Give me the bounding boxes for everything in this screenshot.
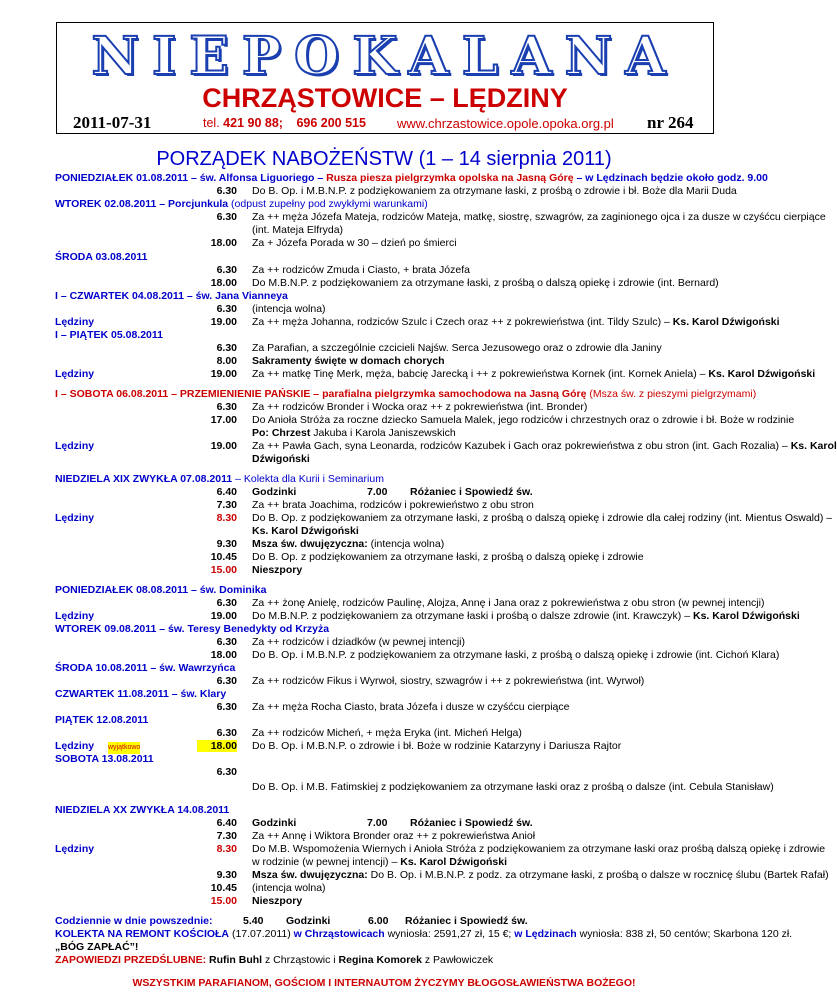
service-time: 15.00 [210,895,237,907]
mass-time: 7.30 [216,830,237,842]
day-heading-text: I – SOBOTA 06.08.2011 – PRZEMIENIENIE PAŃSKIE – parafialna pielgrzymka samochodowa na Jasną Górę [55,388,587,400]
mass-time: 6.30 [216,303,237,315]
intention-text: w rodzinie (w pewnej intencji) – [252,856,401,868]
mass-intention: Do M.B. Wspomożenia Wiernych i Anioła Stróża z podziękowaniem za otrzymane łaski oraz prośbą dalszą opiekę i zdrowie [252,843,826,855]
intention-text: Do B. Op. i M.B.N.P. z podz. za otrzymane łaski, z prośbą o dalsze w rocznicę ślubu (Bartek Rafał) [367,869,829,881]
day-heading: PIĄTEK 12.08.2011 [55,714,149,726]
exception-note: wyjątkowo [108,742,140,754]
bilingual-mass-label: Msza św. dwujęzyczna: [252,869,368,881]
service-time: 7.00 [367,817,388,829]
service-godzinki: Godzinki [252,486,297,498]
header-box [56,22,714,134]
pilgrimage-time-note: – w Lędzinach będzie około godz. 9.00 [573,172,768,184]
collection-date: (17.07.2011) [229,928,294,940]
mass-time: 6.30 [216,636,237,648]
location-label: Lędziny [55,316,95,328]
day-heading: WTOREK 09.08.2011 – św. Teresy Benedykty od Krzyża [55,623,330,635]
service-time: 6.40 [216,817,237,829]
baptism-label: Po: Chrzest [252,427,311,439]
pilgrimage-note: Rusza piesza pielgrzymka opolska na Jasną Górę [326,172,574,184]
mass-time: 10.45 [210,882,237,894]
location-label: Lędziny [55,440,95,452]
mass-time: 9.30 [216,538,237,550]
location-label: Lędziny [55,610,95,622]
intention-text: Za ++ Pawła Gach, syna Leonarda, rodziców Kazubek i Gach oraz pokrewieństwa z obu stron (int. Gach Rozalia) – [252,440,791,452]
collection-report [55,928,792,940]
bride-name: Regina Komorek [338,954,422,966]
service-time: 6.00 [368,915,389,927]
mass-intention: Za ++ żonę Anielę, rodziców Paulinę, Alojza, Annę i Jana oraz z pokrewieństwa z obu stron (w pewnej intencji) [252,597,765,609]
day-heading: I – PIĄTEK 05.08.2011 [55,329,163,341]
mass-time: 19.00 [210,440,237,452]
collection-place-2: w Lędzinach [514,928,577,940]
intention-text: Do M.B.N.P. z podziękowaniem za otrzymane łaski i prośbą o dalsze zdrowie (int. Krawczyk) – [252,610,693,622]
mass-time: 7.30 [216,499,237,511]
day-heading [55,172,768,184]
day-heading-text: NIEDZIELA XIX ZWYKŁA 07.08.2011 [55,473,233,485]
mass-time: 8.00 [216,355,237,367]
service-godzinki: Godzinki [252,817,297,829]
blessing-wish: WSZYSTKIM PARAFIANOM, GOŚCIOM I INTERNAUTOM ŻYCZYMY BŁOGOSŁAWIEŃSTWA BOŻEGO! [132,977,636,989]
day-heading: PONIEDZIAŁEK 08.08.2011 – św. Dominika [55,584,267,596]
mass-time: 6.30 [216,264,237,276]
mass-time: 18.00 [197,740,237,752]
baptism-note [252,427,456,439]
day-heading: CZWARTEK 11.08.2011 – św. Klary [55,688,227,700]
priest-name: Ks. Karol Dźwigoński [708,368,816,380]
service-time: 7.00 [367,486,388,498]
mass-time: 6.30 [216,211,237,223]
groom-origin: z Chrząstowic i [262,954,339,966]
groom-name: Rufin Buhl [206,954,263,966]
mass-intention: Za ++ męża Rocha Ciasto, brata Józefa i dusze w czyśćcu cierpiące [252,701,570,713]
mass-intention: Za ++ rodziców Bronder i Wocka oraz ++ z pokrewieństwa (int. Bronder) [252,401,588,413]
mass-time: 17.00 [210,414,237,426]
service-godzinki: Godzinki [286,915,331,927]
mass-time: 10.45 [210,551,237,563]
mass-time: 18.00 [210,649,237,661]
indulgence-note: (odpust zupełny pod zwykłymi warunkami) [228,198,428,210]
day-heading: SOBOTA 13.08.2011 [55,753,154,765]
bride-origin: z Pawłowiczek [421,954,494,966]
service-time: 6.40 [216,486,237,498]
mass-time: 6.30 [216,727,237,739]
wedding-banns [55,954,493,966]
mass-intention: Za ++ rodziców Zmuda i Ciasto, + brata Józefa [252,264,470,276]
mass-intention: Za ++ rodziców Micheń, + męża Eryka (int. Micheń Helga) [252,727,522,739]
priest-name: Ks. Karol Dźwigoński [252,525,359,537]
day-heading-text: PONIEDZIAŁEK 01.08.2011 – św. Alfonsa Liguoriego – [55,172,327,184]
mass-time: 18.00 [210,237,237,249]
mass-time: 8.30 [216,512,237,524]
priest-name: Ks. Karol Dźwigoński [400,856,508,868]
mass-intention [252,610,800,622]
phone-numbers [203,116,366,130]
priest-name-continued: Dźwigoński [252,453,310,465]
thanks-note: „BÓG ZAPŁAĆ”! [55,941,139,953]
day-heading-text: WTOREK 02.08.2011 – Porcjunkula [55,198,229,210]
phone-prefix: tel. [203,116,220,130]
day-heading: NIEDZIELA XX ZWYKŁA 14.08.2011 [55,804,230,816]
mass-intention: Do B. Op. i M.B.N.P. z podziękowaniem za otrzymane łaski, z prośbą o dalszą opiekę i zdrowie (int. Cichoń Klara) [252,649,780,661]
mass-time: 18.00 [210,277,237,289]
mass-time: 6.30 [216,401,237,413]
priest-name: Ks. Karol Dźwigoński [692,610,800,622]
mass-intention-continued [252,856,507,868]
mass-intention: Za + Józefa Porada w 30 – dzień po śmierci [252,237,457,249]
mass-time: 6.30 [216,342,237,354]
mass-intention: (intencja wolna) [252,882,326,894]
website-link[interactable]: www.chrzastowice.opole.opoka.org.pl [397,116,614,131]
masthead-title: NIEPOKALANA [91,26,679,87]
day-heading [55,388,756,400]
mass-intention: Za ++ Annę i Wiktora Bronder oraz ++ z pokrewieństwa Anioł [252,830,536,842]
mass-time: 9.30 [216,869,237,881]
weekday-schedule-label: Codziennie w dnie powszednie: [55,915,213,927]
mass-intention: Do M.B.N.P. z podziękowaniem za otrzymane łaski, z prośbą o dalszą opiekę i zdrowie (int. Bernard) [252,277,719,289]
mass-intention: Do B. Op. i M.B.N.P. o zdrowie i bł. Boże w rodzinie Katarzyny i Dariusza Rajtor [252,740,622,752]
mass-intention [252,368,815,380]
page-title: PORZĄDEK NABOŻEŃSTW (1 – 14 sierpnia 2011) [156,148,612,170]
mass-intention: Do B. Op. z podziękowaniem za otrzymane łaski, z prośbą o dalszą opiekę i zdrowie dla całej rodziny (int. Mientus Oswald) – [252,512,833,524]
day-heading: I – CZWARTEK 04.08.2011 – św. Jana Vianneya [55,290,288,302]
location-label: Lędziny [55,512,95,524]
mass-intention: Za ++ brata Joachima, rodziców i pokrewieństwo z obu stron [252,499,534,511]
mass-intention [252,538,444,550]
collection-amount-2: wyniosła: 838 zł, 50 centów; Skarbona 120 zł. [576,928,793,940]
phone-number-2: 696 200 515 [296,116,366,130]
collection-amount-1: wyniosła: 2591,27 zł, 15 €; [384,928,515,940]
intention-text: Za ++ matkę Tinę Merk, męża, babcię Jarecką i ++ z pokrewieństwa Kornek (int. Kornek Aniela) – [252,368,709,380]
mass-intention [252,316,780,328]
issue-date: 2011-07-31 [73,113,152,132]
sacraments-note: Sakramenty święte w domach chorych [252,355,445,367]
mass-intention: Do B. Op. i M.B.N.P. z podziękowaniem za otrzymane łaski, z prośbą o zdrowie i bł. Boże dla Marii Duda [252,185,737,197]
mass-intention [252,440,837,452]
mass-time: 6.30 [216,597,237,609]
service-time: 5.40 [243,915,264,927]
mass-time: 6.30 [216,766,237,778]
mass-time: 19.00 [210,316,237,328]
mass-intention: Za ++ rodziców Fikus i Wyrwoł, siostry, szwagrów i ++ z pokrewieństwa (int. Wyrwoł) [252,675,645,687]
mass-intention: Do B. Op. z podziękowaniem za otrzymane łaski, z prośbą o dalszą opiekę i zdrowie [252,551,644,563]
intention-text: Za ++ męża Johanna, rodziców Szulc i Czech oraz ++ z pokrewieństwa (int. Tildy Szulc) – [252,316,673,328]
service-rosary: Różaniec i Spowiedź św. [410,817,533,829]
mass-intention-continued: (int. Mateja Elfryda) [252,224,344,236]
collection-label: KOLEKTA NA REMONT KOŚCIOŁA [55,928,230,940]
service-time: 15.00 [210,564,237,576]
vespers-label: Nieszpory [252,564,303,576]
day-heading: ŚRODA 10.08.2011 – św. Wawrzyńca [55,662,236,674]
priest-name: Ks. Karol Dźwigoński [672,316,780,328]
mass-intention: Do B. Op. i M.B. Fatimskiej z podziękowaniem za otrzymane łaski oraz z prośbą o dalsze (int. Cebula Stanisław) [252,781,774,793]
intention-text: (intencja wolna) [367,538,445,550]
day-heading [55,198,428,210]
priest-name: Ks. Karol [790,440,837,452]
mass-time: 19.00 [210,610,237,622]
location-label: Lędziny [55,843,95,855]
mass-time: 6.30 [216,701,237,713]
mass-time: 6.30 [216,675,237,687]
day-heading [55,473,384,485]
pilgrimage-note: (Msza św. z pieszymi pielgrzymami) [586,388,757,400]
service-rosary: Różaniec i Spowiedź św. [405,915,528,927]
day-heading: ŚRODA 03.08.2011 [55,251,148,263]
mass-time: 8.30 [216,843,237,855]
mass-intention: Za Parafian, a szczególnie czcicieli Najśw. Serca Jezusowego oraz o zdrowie dla Janiny [252,342,662,354]
mass-time: 6.30 [216,185,237,197]
mass-time: 19.00 [210,368,237,380]
vespers-label: Nieszpory [252,895,303,907]
phone-number-1: 421 90 88; [223,116,283,130]
collection-place-1: w Chrząstowicach [293,928,385,940]
weekday-schedule [55,915,213,927]
parish-name: CHRZĄSTOWICE – LĘDZINY [202,83,568,113]
mass-intention: Za ++ męża Józefa Mateja, rodziców Mateja, matkę, siostrę, szwagrów, za zaginionego ojca i za dusze w czyśćcu cierpiące [252,211,826,223]
collection-note: – Kolekta dla Kurii i Seminarium [232,473,384,485]
location-label: Lędziny [55,368,95,380]
service-rosary: Różaniec i Spowiedź św. [410,486,533,498]
mass-intention: Za ++ rodziców i dziadków (w pewnej intencji) [252,636,466,648]
mass-intention: Do Anioła Stróża za roczne dziecko Samuela Malek, jego rodziców i chrzestnych oraz o zdrowie i bł. Boże w rodzinie [252,414,795,426]
baptism-names: Jakuba i Karola Janiszewskich [310,427,456,439]
location-label: Lędziny [55,740,95,752]
mass-intention [252,869,829,881]
bilingual-mass-label: Msza św. dwujęzyczna: [252,538,368,550]
issue-number: nr 264 [647,113,694,132]
banns-label: ZAPOWIEDZI PRZEDŚLUBNE: [55,954,207,966]
mass-intention: (intencja wolna) [252,303,326,315]
